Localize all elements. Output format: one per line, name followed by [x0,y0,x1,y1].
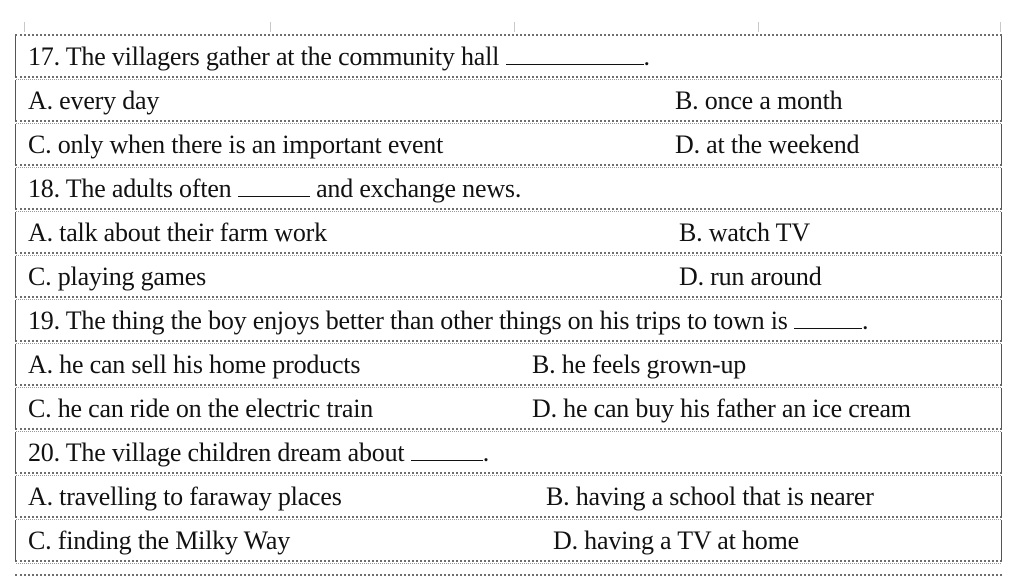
option-19-b[interactable]: B. he feels grown-up [532,350,747,379]
ruler-marks [0,0,1024,34]
option-17-b[interactable]: B. once a month [675,86,843,115]
ruler-tick [24,22,25,32]
question-stem-19: 19. The thing the boy enjoys better than other things on his trips to town is . [28,306,869,335]
option-20-c[interactable]: C. finding the Milky Way [28,526,291,555]
ruler-tick [758,22,759,32]
options-row [15,520,1002,562]
option-20-d[interactable]: D. having a TV at home [553,526,799,555]
options-row [15,256,1002,298]
option-18-b[interactable]: B. watch TV [679,218,810,247]
ruler-tick [514,22,515,32]
options-row [15,388,1002,430]
ruler-tick [270,22,271,32]
option-17-c[interactable]: C. only when there is an important event [28,130,444,159]
answer-blank [411,438,483,461]
answer-blank [506,42,644,65]
question-stem-18: 18. The adults often and exchange news. [28,174,522,203]
options-row [15,344,1002,386]
ruler-tick [1000,22,1001,32]
option-18-c[interactable]: C. playing games [28,262,207,291]
options-row [15,80,1002,122]
option-18-a[interactable]: A. talk about their farm work [28,218,327,247]
answer-blank [794,306,862,329]
options-row [15,212,1002,254]
question-row-18 [15,168,1002,210]
option-17-d[interactable]: D. at the weekend [675,130,860,159]
question-row-17 [15,36,1002,78]
options-row [15,476,1002,518]
question-row-20 [15,432,1002,474]
options-row [15,124,1002,166]
option-18-d[interactable]: D. run around [679,262,822,291]
option-20-b[interactable]: B. having a school that is nearer [546,482,874,511]
question-table [15,34,1002,564]
question-row-19 [15,300,1002,342]
option-19-a[interactable]: A. he can sell his home products [28,350,361,379]
option-19-c[interactable]: C. he can ride on the electric train [28,394,374,423]
answer-blank [238,174,310,197]
option-20-a[interactable]: A. travelling to faraway places [28,482,342,511]
option-19-d[interactable]: D. he can buy his father an ice cream [532,394,911,423]
table-bottom-border [15,574,1002,576]
option-17-a[interactable]: A. every day [28,86,160,115]
question-stem-17: 17. The villagers gather at the community hall . [28,42,650,71]
question-stem-20: 20. The village children dream about . [28,438,490,467]
